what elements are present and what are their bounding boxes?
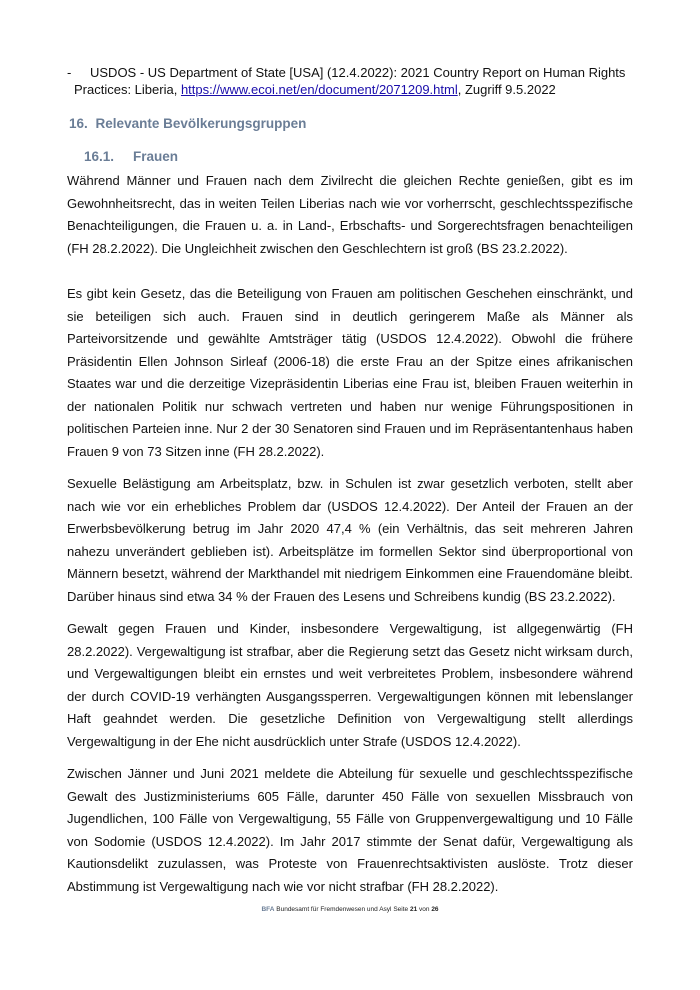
footer-page-word: Seite xyxy=(393,906,409,913)
section-title: Relevante Bevölkerungsgruppen xyxy=(95,116,307,131)
paragraph-political-participation: Es gibt kein Gesetz, das die Beteiligung von Frauen am politischen Geschehen einschränkt, und sie beteiligen sich auch. Frauen sind in deutlich geringerem Maße als Männer als Parteivorsitzende und gewählte Amtsträger tätig (USDOS 12.4.2022). Obwohl die frühere Präsidentin Ellen Johnson Sirleaf (2006-18) die erste Frau an der Spitze eines afrikanischen Staates war und die derzeitige Vizepräsidentin Liberias eine Frau ist, bleiben Frauen weiterhin in der nationalen Politik nur schwach vertreten und haben nur wenige Führungspositionen in politischen Parteien inne. Nur 2 der 30 Senatoren sind Frauen und im Repräsentantenhaus haben Frauen 9 von 73 Sitzen inne (FH 28.2.2022). xyxy=(67,286,633,459)
source-entry xyxy=(67,64,633,98)
bfa-logo: BFA xyxy=(261,906,275,913)
subsection-heading xyxy=(84,149,633,164)
source-access-date: , Zugriff 9.5.2022 xyxy=(457,82,556,97)
paragraph-violence: Gewalt gegen Frauen und Kinder, insbesondere Vergewaltigung, ist allgegenwärtig (FH 28.2.2022). Vergewaltigung ist strafbar, aber die Regierung setzt das Gesetz nicht wirksam durch, und Vergewaltigungen bleibt ein ernstes und weit verbreitetes Problem, insbesondere während der durch COVID-19 verhängten Ausgangssperren. Vergewaltigungen können mit lebenslanger Haft geahndet werden. Die gesetzliche Definition von Vergewaltigung stellt allerdings Vergewaltigung in der Ehe nicht ausdrücklich unter Strafe (USDOS 12.4.2022). xyxy=(67,621,633,749)
footer-agency: Bundesamt für Fremdenwesen und Asyl xyxy=(276,906,392,913)
source-text-block xyxy=(67,64,633,98)
source-citation: USDOS - US Department of State [USA] (12.4.2022): 2021 Country Report on Human Rights Practices: Liberia, xyxy=(74,65,626,97)
page-footer xyxy=(0,906,700,913)
document-page xyxy=(67,64,633,898)
paragraph-harassment-employment: Sexuelle Belästigung am Arbeitsplatz, bzw. in Schulen ist zwar gesetzlich verboten, stellt aber nach wie vor ein erhebliches Problem dar (USDOS 12.4.2022). Der Anteil der Frauen an der Erwerbsbevölkerung betrug im Jahr 2020 47,4 % (ein Verhältnis, das seit mehreren Jahren nahezu unverändert geblieben ist). Arbeitsplätze im formellen Sektor sind überproportional von Männern besetzt, während der Markthandel mit niedrigem Einkommen eine Frauendomäne bleibt. Darüber hinaus sind etwa 34 % der Frauen des Lesens und Schreibens kundig (BS 23.2.2022). xyxy=(67,476,633,604)
footer-of-word: von xyxy=(419,906,430,913)
source-link[interactable]: https://www.ecoi.net/en/document/2071209.html xyxy=(180,82,458,97)
section-number: 16. xyxy=(69,116,88,131)
footer-page-total: 26 xyxy=(431,906,439,913)
list-dash: - xyxy=(67,65,72,80)
paragraph-civil-rights: Während Männer und Frauen nach dem Zivilrecht die gleichen Rechte genießen, gibt es im Gewohnheitsrecht, das in weiten Teilen Liberias nach wie vor vorherrscht, geschlechtsspezifische Benachteiligungen, die Frauen u. a. in Land-, Erbschafts- und Sorgerechtsfragen benachteiligen (FH 28.2.2022). Die Ungleichheit zwischen den Geschlechtern ist groß (BS 23.2.2022). xyxy=(67,173,633,256)
paragraph-case-statistics: Zwischen Jänner und Juni 2021 meldete die Abteilung für sexuelle und geschlechtsspezifische Gewalt des Justizministeriums 605 Fälle, darunter 450 Fälle von sexuellen Missbrauch von Jugendlichen, 100 Fälle von Vergewaltigung, 55 Fälle von Gruppenvergewaltigung und 10 Fälle von Sodomie (USDOS 12.4.2022). Im Jahr 2017 stimmte der Senat dafür, Vergewaltigung als Kautionsdelikt zuzulassen, was Proteste von Frauenrechtsaktivisten auslöste. Trotz dieser Abstimmung ist Vergewaltigung nach wie vor nicht strafbar (FH 28.2.2022). xyxy=(67,766,633,894)
subsection-number: 16.1. xyxy=(84,149,115,164)
section-heading xyxy=(69,116,633,131)
subsection-title: Frauen xyxy=(133,149,179,164)
footer-page-current: 21 xyxy=(409,906,418,913)
